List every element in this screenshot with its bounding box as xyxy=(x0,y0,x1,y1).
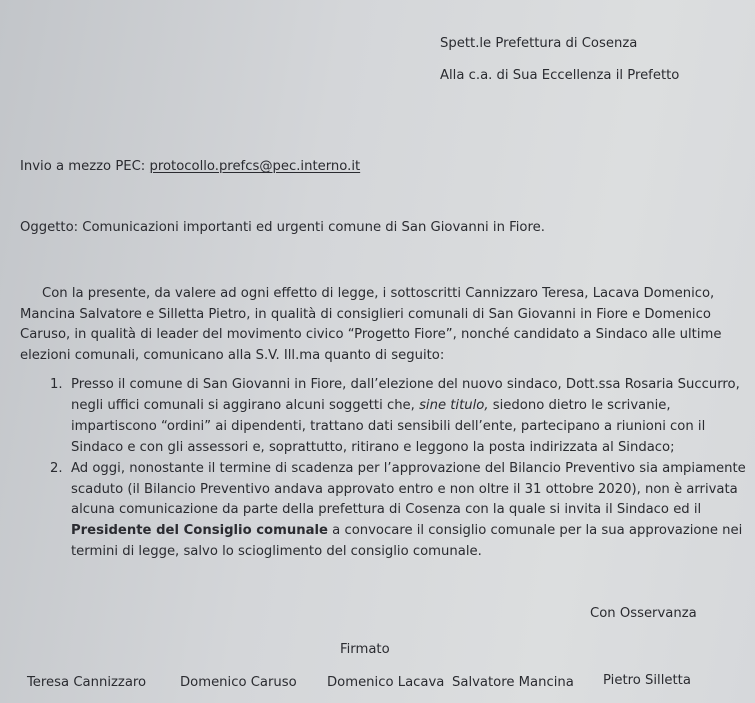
body-line: Mancina Salvatore e Silletta Pietro, in qualità di consiglieri comunali di San Giovanni in Fiore e Domenico xyxy=(20,306,711,322)
delivery-label: Invio a mezzo PEC: xyxy=(20,159,150,174)
list-item-line: Presidente del Consiglio comunale a convocare il consiglio comunale per la sua approvazione nei xyxy=(71,523,743,539)
list-item-number: 2. xyxy=(50,460,63,476)
list-item-line: termini di legge, salvo lo scioglimento del consiglio comunale. xyxy=(71,544,482,560)
list-item-line: alcuna comunicazione da parte della prefettura di Cosenza con la quale si invita il Sindaco ed il xyxy=(71,502,702,518)
recipient-line-2: Alla c.a. di Sua Eccellenza il Prefetto xyxy=(440,68,680,83)
signatory-name: Domenico Caruso xyxy=(180,675,297,690)
list-item-line: impartiscono “ordini” ai dipendenti, trattano dati sensibili dell’ente, partecipano a riunioni con il xyxy=(71,418,706,434)
bold-phrase: Presidente del Consiglio comunale xyxy=(71,523,328,539)
body-line: elezioni comunali, comunicano alla S.V. Ill.ma quanto di seguito: xyxy=(20,347,445,363)
signed-label: Firmato xyxy=(340,642,390,657)
signatory-name: Domenico Lacava xyxy=(327,675,445,690)
subject-line: Oggetto: Comunicazioni importanti ed urgenti comune di San Giovanni in Fiore. xyxy=(20,220,545,235)
pec-address-link[interactable]: protocollo.prefcs@pec.interno.it xyxy=(149,159,361,174)
list-item-line: scaduto (il Bilancio Preventivo andava approvato entro e non oltre il 31 ottobre 2020), non è arrivata xyxy=(71,481,738,497)
body-line: Con la presente, da valere ad ogni effetto di legge, i sottoscritti Cannizzaro Teresa, Lacava Domenico, xyxy=(42,286,715,301)
signatory-name: Pietro Silletta xyxy=(603,673,691,688)
list-item-line: Ad oggi, nonostante il termine di scadenza per l’approvazione del Bilancio Preventivo sia ampiamente xyxy=(71,460,746,476)
signatory-name: Salvatore Mancina xyxy=(452,675,574,690)
list-item-number: 1. xyxy=(50,377,63,392)
list-item-line: negli uffici comunali si aggirano alcuni soggetti che, sine titulo, siedono dietro le scrivanie, xyxy=(71,397,671,413)
list-item xyxy=(20,375,740,459)
recipient-line-1: Spett.le Prefettura di Cosenza xyxy=(440,36,638,51)
closing-salutation: Con Osservanza xyxy=(590,606,697,621)
body-line: Caruso, in qualità di leader del movimento civico “Progetto Fiore”, nonché candidato a Sindaco alle ultime xyxy=(20,327,722,343)
signatory-name: Teresa Cannizzaro xyxy=(27,675,147,690)
list-item-line: Sindaco e con gli assessori e, soprattutto, ritirano e leggono la posta indirizzata al Sindaco; xyxy=(71,439,675,455)
list-item xyxy=(20,459,746,564)
list-item-line: Presso il comune di San Giovanni in Fiore, dall’elezione del nuovo sindaco, Dott.ssa Rosaria Succurro, xyxy=(71,377,740,392)
numbered-list xyxy=(20,375,746,563)
italic-phrase: sine titulo, xyxy=(419,397,489,413)
body-paragraph xyxy=(20,284,722,366)
delivery-line xyxy=(20,157,360,177)
